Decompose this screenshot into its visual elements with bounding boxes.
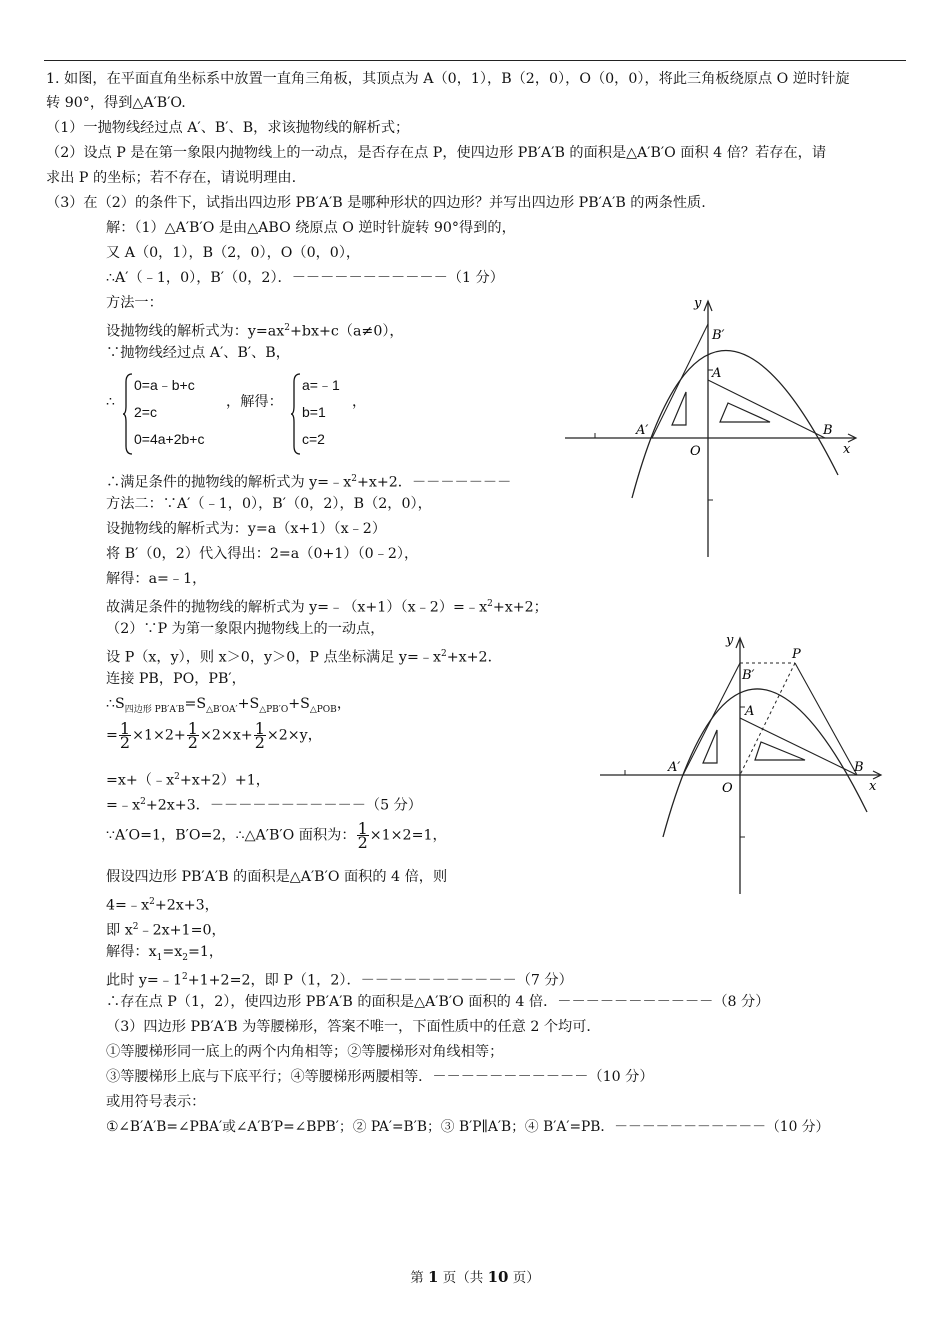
equation-system-2: [290, 372, 360, 456]
label-O: O: [722, 781, 733, 796]
label-y: y: [726, 633, 734, 648]
problem-line-1: 1. 如图，在平面直角坐标系中放置一直角三角板，其顶点为 A（0，1），B（2，0），O（0，0），将此三角板绕原点 O 逆时针旋: [46, 71, 850, 87]
fraction-half: $\frac{1}{2}$: [187, 719, 198, 752]
triangle-inner-1: [703, 730, 717, 763]
sys1-eq2: 2=c: [134, 404, 157, 420]
part2-line-13: 此时 $y=﹣1^2+1+2=2$，即 P（1，2）．－－－－－－－－－－－（7 分）: [106, 972, 573, 989]
sol-line-1: 解：（1）△A′B′O 是由△ABO 绕原点 O 逆时针旋转 90°得到的，: [106, 220, 516, 236]
label-y: y: [694, 296, 702, 311]
sys1-eq1: 0=a﹣b+c: [134, 377, 195, 393]
label-P: P: [792, 647, 801, 662]
part2-line-9: 假设四边形 PB′A′B 的面积是△A′B′O 面积的 4 倍，则: [106, 869, 448, 885]
sol-line-6: ∵抛物线经过点 A′、B′、B，: [106, 345, 290, 361]
figure-2: [595, 632, 885, 897]
label-Ap: A′: [636, 423, 649, 438]
sol-line-5: 设抛物线的解析式为：$y=ax^2+bx+c(a\ne 0)$，: [106, 323, 404, 340]
part2-line-3: 连接 PB，PO，PB′，: [106, 671, 246, 687]
part2-area-sum: $\therefore S_{四边形 PB'A'B}=S_{\triangle B'OA'}+S_{\triangle PB'O}+S_{\triangle POB}$，: [106, 696, 352, 715]
triangle-inner-1: [672, 392, 686, 425]
sys-therefore: ∴: [106, 394, 116, 410]
segment-ApBp: [683, 663, 740, 775]
fraction-half: $\frac{1}{2}$: [254, 719, 265, 752]
triangle-inner-2: [720, 403, 770, 422]
sol-method-1: 方法一：: [106, 295, 163, 311]
part2-line-1: （2）∵P 为第一象限内抛物线上的一动点，: [106, 621, 385, 637]
part3-line-2: ①等腰梯形同一底上的两个内角相等；②等腰梯形对角线相等；: [106, 1044, 504, 1060]
header-rule: [44, 60, 906, 61]
part3-line-5: ①∠B′A′B=∠PBA′或∠A′B′P=∠BPB′；② PA′=B′B；③ B′P∥A′B；④ B′A′=PB．－－－－－－－－－－－（10 分）: [106, 1119, 830, 1135]
part2-line-10: $4=﹣x^2+2x+3$，: [106, 897, 219, 914]
label-B: B: [823, 423, 833, 438]
part2-conclusion: ∴存在点 P（1，2），使四边形 PB′A′B 的面积是△A′B′O 面积的 4 倍．－－－－－－－－－－－（8 分）: [106, 994, 770, 1010]
problem-line-2: 转 90°，得到△A′B′O.: [46, 95, 186, 111]
part3-line-1: （3）四边形 PB′A′B 为等腰梯形，答案不唯一，下面性质中的任意 2 个均可．: [106, 1019, 601, 1035]
sol-method-2: 方法二：∵A′（﹣1，0），B′（0，2），B（2，0），: [106, 496, 432, 512]
sol-line-7: ∴满足条件的抛物线的解析式为 $y=﹣x^2+x+2$．－－－－－－－: [106, 474, 512, 491]
question-3: （3）在（2）的条件下，试指出四边形 PB′A′B 是哪种形状的四边形？并写出四边形 PB′A′B 的两条性质.: [46, 195, 706, 211]
question-2a: （2）设点 P 是在第一象限内抛物线上的一动点，是否存在点 P，使四边形 PB′A′B 的面积是△A′B′O 面积 4 倍？若存在，请: [46, 145, 827, 161]
segment-AB: [740, 718, 857, 775]
part2-fraction-line: = $\frac{1}{2}$ ×1×2+ $\frac{1}{2}$ ×2×x+ $\frac{1}{2}$ ×2×y，: [106, 719, 322, 752]
triangle-inner-2: [755, 742, 805, 760]
part2-line-7: $=﹣x^2+2x+3$．－－－－－－－－－－－（5 分）: [106, 797, 422, 814]
page-footer: 第 1 页（共 10 页）: [410, 1268, 540, 1286]
label-x: x: [843, 442, 851, 457]
sys-solve-label: ，解得：: [226, 394, 283, 410]
question-2b: 求出 P 的坐标；若不存在，请说明理由.: [46, 170, 297, 186]
brace-icon: [290, 372, 302, 456]
parabola: [632, 351, 838, 498]
sol-line-11: 解得：a=﹣1，: [106, 571, 207, 587]
sys2-eq1: a=﹣1: [302, 377, 340, 393]
label-Bp: B′: [712, 328, 725, 343]
sys2-eq2: b=1: [302, 404, 326, 420]
question-1: （1）一抛物线经过点 A′、B′、B，求该抛物线的解析式；: [46, 120, 410, 136]
brace-icon: [122, 372, 134, 456]
label-x: x: [869, 779, 877, 794]
sys-comma: ，: [352, 394, 367, 410]
fraction-half: $\frac{1}{2}$: [357, 819, 368, 852]
part2-line-6: $=x+(﹣x^2+x+2)+1$，: [106, 772, 270, 789]
sol-line-3: ∴A′（﹣1，0），B′（0，2）．－－－－－－－－－－－（1 分）: [106, 270, 504, 286]
label-A: A: [712, 366, 722, 381]
part2-line-12: 解得：$x_1=x_2=1$，: [106, 944, 224, 963]
part2-line-2: 设 P（x，y），则 x＞0，y＞0，P 点坐标满足 $y=﹣x^2+x+2$．: [106, 649, 502, 666]
sys1-eq3: 0=4a+2b+c: [134, 431, 205, 447]
part2-line-8: ∵A′O=1，B′O=2，∴△A′B′O 面积为： $\frac{1}{2}$ ×1×2=1，: [106, 819, 447, 852]
sol-line-9: 设抛物线的解析式为：y=a（x+1）（x﹣2）: [106, 521, 387, 537]
label-Ap: A′: [668, 760, 681, 775]
part2-line-11: 即 $x^2﹣2x+1=0$，: [106, 922, 226, 939]
part3-line-4: 或用符号表示：: [106, 1094, 206, 1110]
label-Bp: B′: [742, 668, 755, 683]
label-A: A: [745, 704, 755, 719]
fraction-half: $\frac{1}{2}$: [119, 719, 131, 752]
label-O: O: [690, 444, 701, 459]
label-B: B: [854, 760, 864, 775]
segment-PB: [795, 663, 857, 775]
parabola: [663, 689, 867, 837]
sol-line-10: 将 B′（0，2）代入得出：2=a（0+1）（0﹣2），: [106, 546, 419, 562]
segment-ApBp: [652, 324, 708, 438]
sol-line-2: 又 A（0，1），B（2，0），O（0，0），: [106, 245, 361, 261]
figure-1: [560, 295, 860, 560]
part3-line-3: ③等腰梯形上底与下底平行；④等腰梯形两腰相等．－－－－－－－－－－－（10 分）: [106, 1069, 654, 1085]
sol-line-12: 故满足条件的抛物线的解析式为 $y=﹣(x+1)(x﹣2)=﹣x^2+x+2$；: [106, 599, 548, 616]
equation-system-1: [122, 372, 242, 456]
sys2-eq3: c=2: [302, 431, 325, 447]
